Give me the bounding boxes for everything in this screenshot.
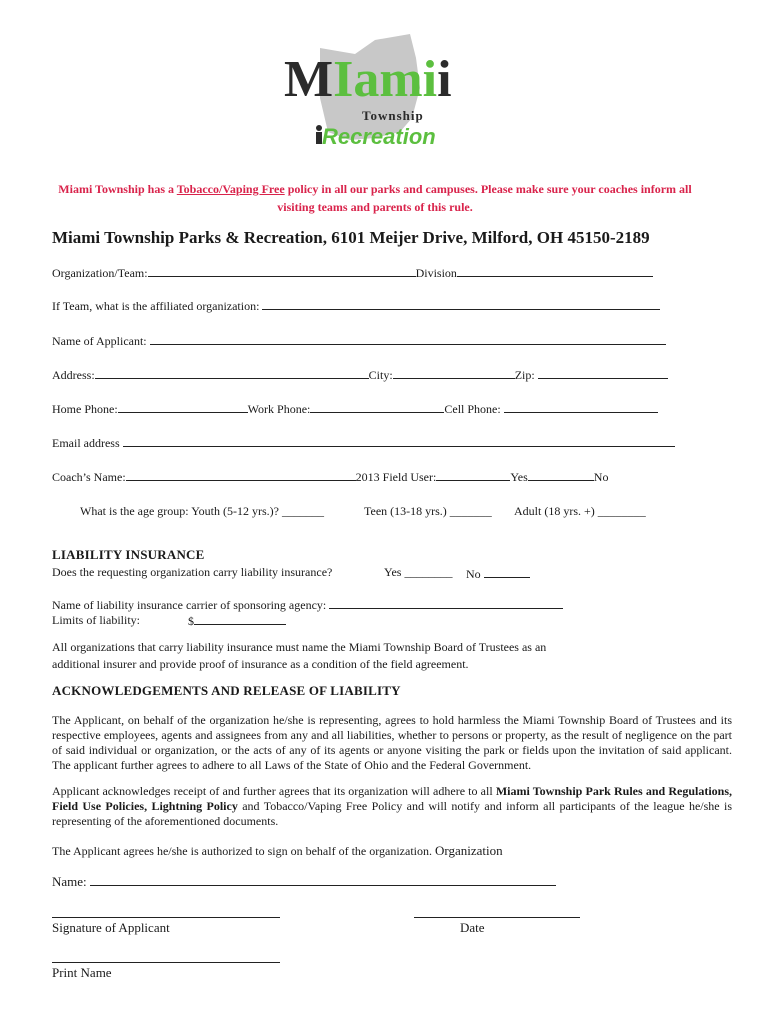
name-field[interactable] <box>90 874 556 886</box>
age-group-youth[interactable]: What is the age group: Youth (5-12 yrs.)? _______ <box>80 504 324 518</box>
city-label: City: <box>368 368 393 382</box>
work-phone-label: Work Phone: <box>247 402 311 416</box>
org-team-label: Organization/Team: <box>52 266 148 280</box>
work-phone-field[interactable] <box>310 401 444 413</box>
limits-field[interactable] <box>194 613 286 625</box>
signature-line[interactable] <box>52 916 280 918</box>
zip-label: Zip: <box>514 368 535 382</box>
print-name-label: Print Name <box>52 965 112 980</box>
tobacco-notice: Miami Township has a Tobacco/Vaping Free policy in all our parks and campuses. Please make sure your coaches inform all visiting teams and parents of this rule. <box>58 182 692 214</box>
address-label: Address: <box>52 368 95 382</box>
logo-township: Township <box>362 108 424 123</box>
logo-recreation: Recreation <box>322 124 436 149</box>
limits-label: Limits of liability: <box>52 613 140 627</box>
cell-phone-label: Cell Phone: <box>444 402 501 416</box>
logo-ami: ami <box>353 51 438 108</box>
date-label: Date <box>460 920 485 935</box>
liability-note: All organizations that carry liability insurance must name the Miami Township Board of Trustees as an additional insurer and provide proof of insurance as a condition of the field agreement. <box>52 640 547 671</box>
ack-para-3: The Applicant agrees he/she is authorized to sign on behalf of the organization. <box>52 844 432 858</box>
field-user-yes-label: Yes <box>510 470 528 484</box>
field-user-no-field[interactable] <box>528 469 594 481</box>
policy-link[interactable]: Tobacco/Vaping Free <box>176 182 285 196</box>
field-user-yes-field[interactable] <box>436 469 510 481</box>
liability-yes[interactable]: Yes ________ <box>384 565 453 579</box>
limits-dollar: $ <box>188 614 194 628</box>
carrier-label: Name of liability insurance carrier of sponsoring agency: <box>52 598 327 612</box>
logo-m: M <box>284 51 334 108</box>
affiliated-label: If Team, what is the affiliated organization: <box>52 299 260 313</box>
coach-label: Coach’s Name: <box>52 470 126 484</box>
address-field[interactable] <box>95 367 369 379</box>
logo-i: I <box>333 51 354 108</box>
field-user-label: 2013 Field User: <box>355 470 437 484</box>
field-user-no-label: No <box>593 470 609 484</box>
coach-field[interactable] <box>126 469 356 481</box>
logo: MIamii Township Recreation <box>280 28 445 158</box>
email-field[interactable] <box>123 435 675 447</box>
org-team-field[interactable] <box>148 265 416 277</box>
person-icon <box>312 124 326 148</box>
liability-no-field[interactable] <box>484 566 530 578</box>
age-group-teen[interactable]: Teen (13-18 yrs.) _______ <box>364 504 492 518</box>
city-field[interactable] <box>393 367 515 379</box>
division-field[interactable] <box>457 265 653 277</box>
signature-label: Signature of Applicant <box>52 920 170 935</box>
home-phone-field[interactable] <box>118 401 248 413</box>
print-name-line[interactable] <box>52 961 280 963</box>
liability-question: Does the requesting organization carry liability insurance? <box>52 565 333 579</box>
home-phone-label: Home Phone: <box>52 402 118 416</box>
date-line[interactable] <box>414 916 580 918</box>
ack-title: ACKNOWLEDGEMENTS AND RELEASE OF LIABILITY <box>52 683 401 698</box>
zip-field[interactable] <box>538 367 668 379</box>
carrier-field[interactable] <box>329 597 563 609</box>
applicant-field[interactable] <box>150 333 666 345</box>
ack-para-1: The Applicant, on behalf of the organization he/she is representing, agrees to hold harmless the Miami Township Board of Trustees and its respective employees, agents and assignees from any and all liabilities, whether to persons or property, as the result of negligence on the part of said individual or organization, or the acts of any of its agents or anyone visiting the park or fields upon the invitation of said applicant. The applicant further agrees to adhere to all Laws of the State of Ohio and the Federal Government. <box>52 713 732 772</box>
affiliated-field[interactable] <box>262 298 660 310</box>
page-title: Miami Township Parks & Recreation, 6101 Meijer Drive, Milford, OH 45150-2189 <box>52 228 650 247</box>
ack-para-2: Applicant acknowledges receipt of and further agrees that its organization will adhere to all Miami Township Park Rules and Regulations, Field Use Policies, Lightning Policy and Tobacco/Vaping Free Policy and will notify and inform all participants of the league he/she is representing of the aforementioned documents. <box>52 784 733 828</box>
cell-phone-field[interactable] <box>504 401 658 413</box>
applicant-label: Name of Applicant: <box>52 334 147 348</box>
division-label: Division <box>415 266 457 280</box>
name-label: Name: <box>52 874 87 889</box>
ack-organization: Organization <box>435 843 503 858</box>
email-label: Email address <box>52 436 120 450</box>
age-group-adult[interactable]: Adult (18 yrs. +) ________ <box>514 504 646 518</box>
liability-title: LIABILITY INSURANCE <box>52 547 205 562</box>
liability-no-label: No <box>466 567 481 581</box>
